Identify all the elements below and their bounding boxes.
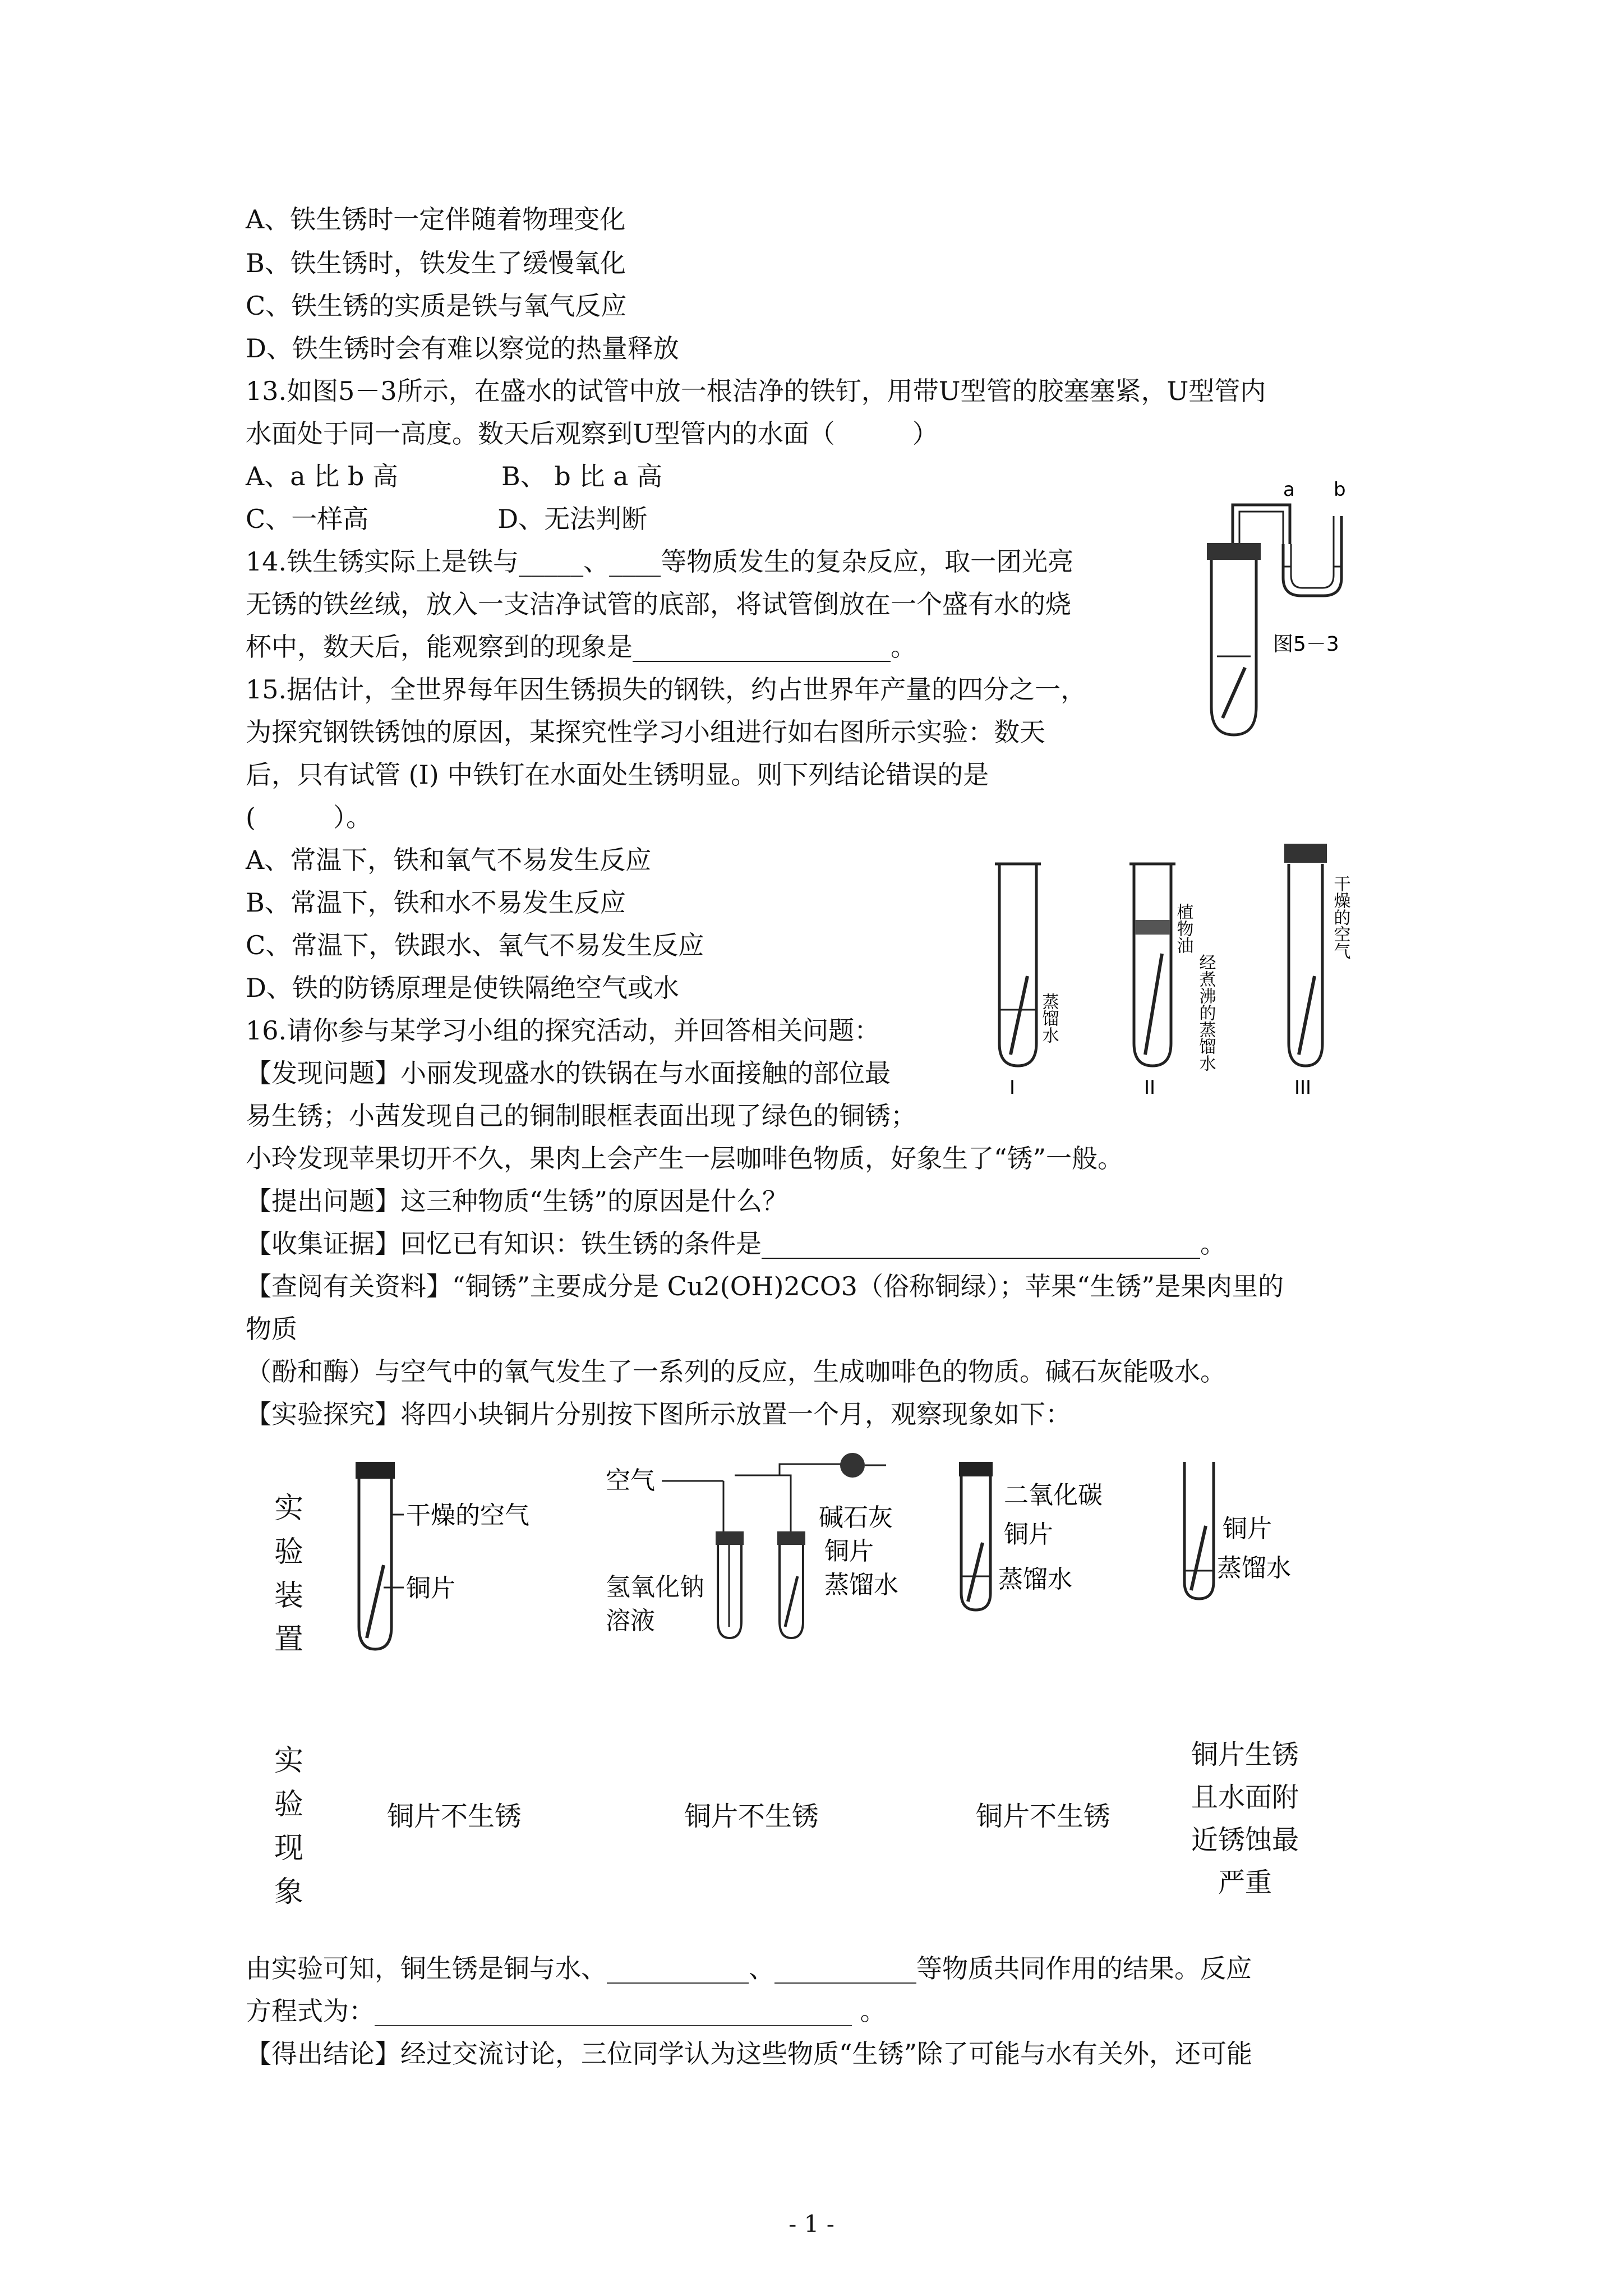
fig-5-3-caption: 图5－3 (1273, 633, 1339, 656)
dev2-water: 蒸馏水 (824, 1571, 898, 1599)
dev2-copper: 铜片 (824, 1537, 874, 1566)
dev1-air: 干燥的空气 (406, 1501, 529, 1530)
tube3-label: 干燥的空气 (1330, 875, 1350, 959)
options-ab-q13: A、a 比 b 高 B、 b 比 a 高 (246, 461, 663, 491)
question-15-bracket: ( ）。 (246, 802, 372, 832)
device-2 (606, 1453, 942, 1655)
raise-question: 【提出问题】这三种物质“生锈”的原因是什么？ (246, 1186, 789, 1216)
dev2-lime: 碱石灰 (819, 1503, 893, 1532)
question-14-cont2: 杯中，数天后，能观察到的现象是____________________。 (246, 632, 916, 662)
tube2-water: 经煮沸的蒸馏水 (1196, 954, 1216, 1071)
device-4 (1178, 1458, 1380, 1638)
tube2-oil: 植物油 (1173, 903, 1193, 954)
option-c-q15: C、常温下，铁跟水、氧气不易发生反应 (246, 930, 704, 960)
question-14-cont: 无锈的铁丝绒，放入一支洁净试管的底部，将试管倒放在一个盛有水的烧 (246, 589, 1071, 619)
option-c-q12: C、铁生锈的实质是铁与氧气反应 (246, 291, 627, 321)
conclusion-line: 由实验可知，铜生锈是铜与水、___________、___________等物质共同作用的结果。反应 (246, 1953, 1252, 1984)
question-16: 16.请你参与某学习小组的探究活动，并回答相关问题： (246, 1015, 880, 1046)
question-13: 13.如图5－3所示，在盛水的试管中放一根洁净的铁钉，用带U型管的胶塞塞紧，U型管内 (246, 376, 1266, 406)
device-1 (348, 1458, 561, 1660)
tube3-roman: III (1294, 1076, 1312, 1099)
option-a-q15: A、常温下，铁和氧气不易发生反应 (246, 845, 652, 875)
draw-conclusion: 【得出结论】经过交流讨论，三位同学认为这些物质“生锈”除了可能与水有关外，还可能 (246, 2039, 1253, 2069)
option-a-q12: A、铁生锈时一定伴随着物理变化 (246, 204, 626, 234)
question-13-cont: 水面处于同一高度。数天后观察到U型管内的水面（ ） (246, 418, 938, 449)
tube1-roman: I (1009, 1076, 1016, 1099)
question-15: 15.据估计，全世界每年因生锈损失的钢铁，约占世界年产量的四分之一， (246, 674, 1087, 705)
consult-materials-cont2: （酚和酶）与空气中的氧气发生了一系列的反应，生成咖啡色的物质。碱石灰能吸水。 (246, 1356, 1226, 1387)
figure-rust-experiment (987, 841, 1380, 1099)
result-3: 铜片不生锈 (975, 1801, 1110, 1832)
option-b-q15: B、常温下，铁和水不易发生反应 (246, 887, 626, 918)
consult-materials: 【查阅有关资料】“铜锈”主要成分是 Cu2(OH)2CO3（俗称铜绿）；苹果“生锈”是果肉里的 (246, 1271, 1284, 1301)
discover-problem: 【发现问题】小丽发现盛水的铁锅在与水面接触的部位最 (246, 1058, 891, 1088)
discover-problem-cont: 易生锈；小茜发现自己的铜制眼框表面出现了绿色的铜锈； (246, 1101, 916, 1131)
dev3-co2: 二氧化碳 (1004, 1481, 1103, 1510)
label-b: b (1334, 478, 1346, 501)
dev2-naoh: 氢氧化钠溶液 (606, 1573, 704, 1635)
experiment-intro: 【实验探究】将四小块铜片分别按下图所示放置一个月，观察现象如下： (246, 1399, 1071, 1429)
result-1: 铜片不生锈 (386, 1801, 522, 1832)
equation-line: 方程式为：_____________________________________ 。 (246, 1996, 886, 2026)
option-d-q12: D、铁生锈时会有难以察觉的热量释放 (246, 333, 679, 364)
result-4: 铜片生锈且水面附近锈蚀最严重 (1191, 1739, 1299, 1898)
question-15-cont: 为探究钢铁锈蚀的原因，某探究性学习小组进行如右图所示实验：数天 (246, 717, 1045, 747)
dev2-air: 空气 (606, 1466, 655, 1495)
question-14: 14.铁生锈实际上是铁与_____、____等物质发生的复杂反应，取一团光亮 (246, 546, 1074, 577)
dev3-water: 蒸馏水 (998, 1565, 1072, 1594)
page-number: - 1 - (789, 2210, 834, 2238)
label-a: a (1283, 478, 1295, 501)
device-3 (953, 1458, 1178, 1638)
dev4-water: 蒸馏水 (1217, 1554, 1291, 1582)
row-label-device: 实验装置 (274, 1492, 303, 1657)
discover-problem-cont2: 小玲发现苹果切开不久，果肉上会产生一层咖啡色物质，好象生了“锈”一般。 (246, 1143, 1124, 1174)
options-cd-q13: C、一样高 D、无法判断 (246, 504, 648, 534)
option-d-q15: D、铁的防锈原理是使铁隔绝空气或水 (246, 973, 679, 1003)
dev4-copper: 铜片 (1223, 1515, 1272, 1543)
figure-5-3 (1189, 471, 1413, 763)
tube2-roman: II (1144, 1076, 1156, 1099)
tube1-label: 蒸馏水 (1039, 993, 1059, 1043)
row-label-phenomenon: 实验现象 (274, 1744, 303, 1909)
dev1-copper: 铜片 (406, 1574, 455, 1603)
collect-evidence: 【收集证据】回忆已有知识：铁生锈的条件是__________________________________。 (246, 1228, 1226, 1259)
result-2: 铜片不生锈 (684, 1801, 819, 1832)
option-b-q12: B、铁生锈时，铁发生了缓慢氧化 (246, 248, 626, 278)
consult-materials-cont: 物质 (246, 1314, 297, 1344)
question-15-cont2: 后，只有试管 (I) 中铁钉在水面处生锈明显。则下列结论错误的是 (246, 760, 989, 790)
dev3-copper: 铜片 (1004, 1520, 1053, 1549)
